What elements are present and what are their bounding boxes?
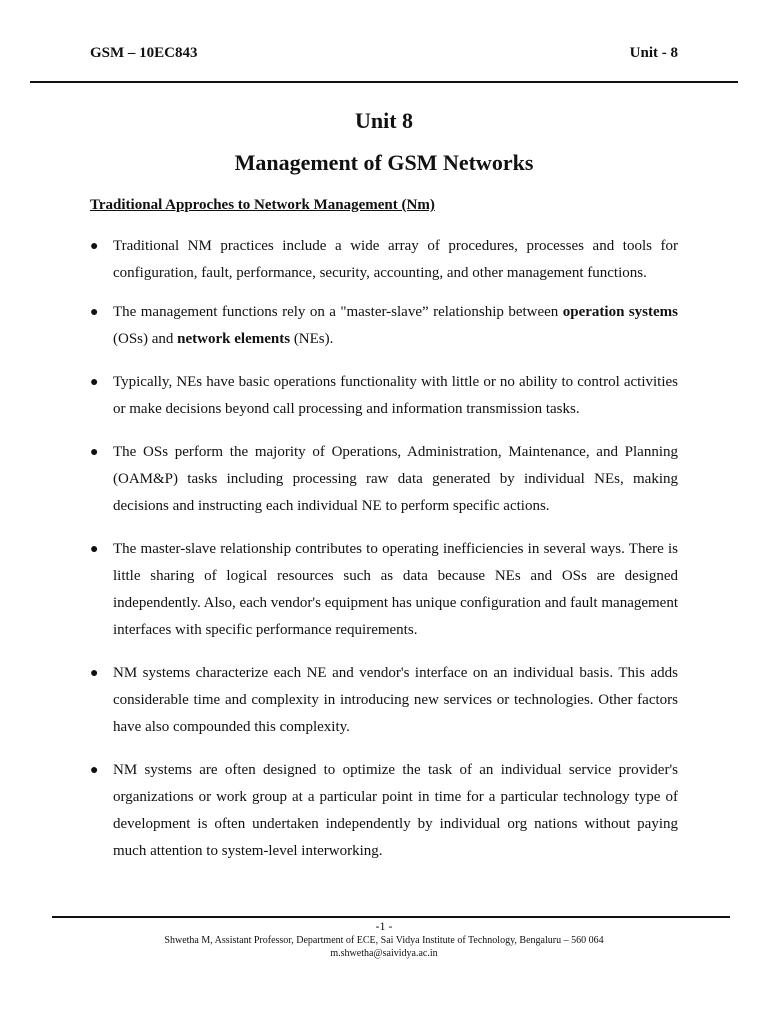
bullet-text: Traditional NM practices include a wide array of procedures, processes and tools for configuration, fault, performance, security, accounting, and other management functions. bbox=[113, 238, 678, 281]
bullet-text: NM systems characterize each NE and vendor's interface on an individual basis. This adds considerable time and complexity in introducing new services or technologies. Other factors have also compounded this complexity. bbox=[113, 665, 678, 735]
bullet-item-6 bbox=[90, 660, 678, 741]
bullet-item-3 bbox=[90, 369, 678, 423]
bullet-item-5 bbox=[90, 536, 678, 644]
bullet-text: NM systems are often designed to optimize the task of an individual service provider's organizations or work group at a particular point in time for a particular technology type of development is often undertaken independently by individual org nations without paying much attention to system-level interworking. bbox=[113, 762, 678, 859]
section-heading: Traditional Approches to Network Management (Nm) bbox=[90, 197, 435, 213]
bullet-text-pre: The management functions rely on a "master-slave” relationship between bbox=[113, 304, 563, 320]
bullet-icon: ● bbox=[90, 445, 99, 460]
bullet-icon: ● bbox=[90, 666, 99, 681]
bullet-item-1 bbox=[90, 233, 678, 287]
bullet-item-7 bbox=[90, 757, 678, 865]
bullet-text-mid: (OSs) and bbox=[113, 331, 178, 347]
bullet-icon: ● bbox=[90, 305, 99, 320]
bullet-text bbox=[113, 304, 678, 347]
footer-divider bbox=[52, 916, 730, 918]
bullet-item-4 bbox=[90, 439, 678, 520]
bullet-text-post: (NEs). bbox=[290, 331, 334, 347]
bullet-text: Typically, NEs have basic operations functionality with little or no ability to control activities or make decisions beyond call processing and information transmission tasks. bbox=[113, 374, 678, 417]
footer-email: m.shwetha@saividya.ac.in bbox=[330, 948, 438, 959]
header-divider bbox=[30, 81, 738, 83]
bullet-text-bold-ne: network elements bbox=[177, 331, 291, 347]
bullet-text: The master-slave relationship contributes to operating inefficiencies in several ways. There is little sharing of logical resources such as data because NEs and OSs are designed independently. Also, each vendor's equipment has unique configuration and fault management interfaces with specific performance requirements. bbox=[113, 541, 678, 638]
bullet-icon: ● bbox=[90, 375, 99, 390]
header-course-code: GSM – 10EC843 bbox=[90, 45, 198, 61]
page-number: -1 - bbox=[375, 919, 393, 933]
bullet-icon: ● bbox=[90, 239, 99, 254]
bullet-icon: ● bbox=[90, 763, 99, 778]
bullet-icon: ● bbox=[90, 542, 99, 557]
header-unit-label: Unit - 8 bbox=[629, 45, 678, 61]
footer-author: Shwetha M, Assistant Professor, Department of ECE, Sai Vidya Institute of Technology, Bengaluru – 560 064 bbox=[164, 935, 604, 946]
bullet-item-2 bbox=[90, 299, 678, 353]
bullet-text-bold-os: operation systems bbox=[562, 304, 679, 320]
page-title: Management of GSM Networks bbox=[234, 150, 534, 175]
unit-title: Unit 8 bbox=[354, 108, 414, 133]
bullet-text: The OSs perform the majority of Operations, Administration, Maintenance, and Planning (OAM&P) tasks including processing raw data generated by individual NEs, making decisions and instructing each individual NE to perform specific actions. bbox=[113, 444, 678, 514]
